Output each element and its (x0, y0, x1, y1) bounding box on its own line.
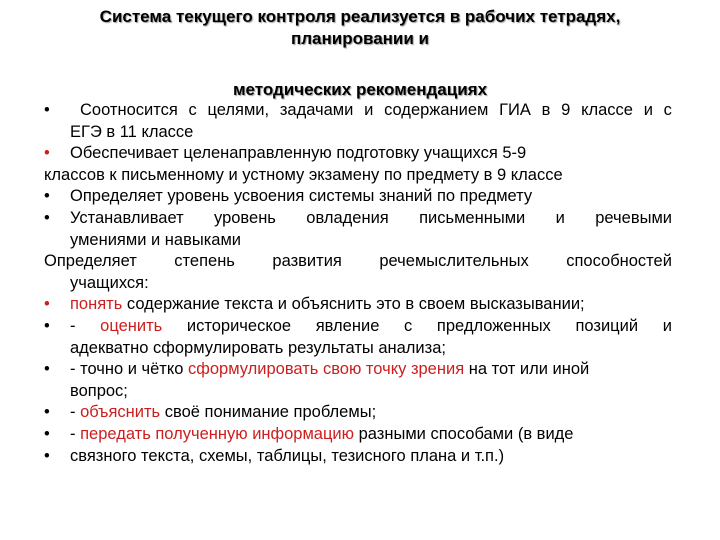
word: содержанием (384, 101, 489, 119)
list-item (44, 424, 672, 446)
word: Устанавливает (70, 208, 184, 227)
slide-title-line-2: планировании и (290, 29, 430, 48)
list-item (44, 208, 672, 230)
word: историческое (186, 316, 292, 335)
highlight-verb: передать полученную информацию (80, 424, 355, 443)
bullet-icon: • (44, 424, 50, 443)
bullet-icon: • (44, 446, 50, 465)
bullet-icon: • (44, 144, 50, 163)
word: развития (272, 252, 342, 271)
word: позиций (575, 316, 639, 335)
highlight-verb: оценить (100, 316, 163, 335)
word: и (364, 101, 374, 119)
item-3-line-1: Определяет уровень усвоения системы знаний по предмету (70, 187, 533, 206)
word: предложенных (436, 316, 551, 335)
word: задачами (279, 101, 354, 119)
word: Соотносится (80, 101, 178, 119)
word: и (555, 208, 565, 227)
bullet-list (44, 100, 672, 467)
item-1-line-2: ЕГЭ в 11 классе (70, 122, 194, 141)
highlight-verb: объяснить (80, 403, 161, 422)
word: уровень (214, 208, 276, 227)
word: овладения (306, 208, 389, 227)
list-item (44, 359, 672, 381)
word: степень (174, 252, 235, 271)
item-5-line-2: учащихся: (70, 273, 149, 292)
item-5-line-1 (44, 251, 672, 273)
item-7-line-2: адекватно сформулировать результаты анализа; (70, 338, 446, 357)
bullet-icon: • (44, 208, 50, 227)
word: ГИА (499, 101, 531, 119)
list-item (44, 100, 672, 122)
word: с (188, 101, 197, 119)
item-10-pre: - (70, 424, 81, 443)
bullet-icon: • (44, 316, 50, 335)
list-item (44, 294, 672, 316)
word: письменными (419, 208, 526, 227)
highlight-verb: понять (70, 295, 123, 314)
item-4-line-2: умениями и навыками (70, 230, 242, 249)
item-11-line-1: связного текста, схемы, таблицы, тезисного плана и т.п.) (70, 446, 505, 465)
word: речевыми (595, 208, 672, 227)
bullet-icon: • (44, 295, 50, 314)
word: с (404, 316, 413, 335)
list-item (44, 316, 672, 338)
word: с (663, 101, 672, 119)
item-2-line-1: Обеспечивает целенаправленную подготовку учащихся 5-9 (70, 144, 527, 163)
word: и (662, 316, 672, 335)
highlight-verb: сформулировать свою точку зрения (188, 360, 465, 379)
list-item (44, 446, 672, 468)
word: классе (581, 101, 633, 119)
item-8-post: на тот или иной (464, 360, 590, 379)
bullet-icon: • (44, 187, 50, 206)
word: явление (315, 316, 380, 335)
word: 9 (561, 101, 571, 119)
word: - (70, 316, 76, 335)
slide-title-line-1: Система текущего контроля реализуется в рабочих тетрадях, (99, 7, 621, 26)
item-4-line-1 (70, 208, 672, 230)
item-9-post: своё понимание проблемы; (160, 403, 377, 422)
bullet-icon: • (44, 403, 50, 422)
word: целями, (207, 101, 270, 119)
bullet-icon: • (44, 360, 50, 379)
list-item (44, 402, 672, 424)
item-10-post: разными способами (в виде (354, 424, 574, 443)
word: речемыслительных (379, 252, 529, 271)
word: способностей (566, 252, 672, 271)
word: Определяет (44, 252, 137, 271)
slide-title-line-3: методических рекомендациях (232, 80, 488, 99)
item-9-pre: - (70, 403, 81, 422)
item-2-line-2: классов к письменному и устному экзамену по предмету в 9 классе (44, 165, 563, 184)
item-8-line-2: вопрос; (70, 381, 128, 400)
word: в (541, 101, 551, 119)
word: и (643, 101, 653, 119)
list-item (44, 251, 672, 273)
item-6-text: содержание текста и объяснить это в своем высказывании; (122, 295, 585, 314)
item-7-line-1 (70, 316, 672, 338)
list-item (44, 186, 672, 208)
list-item (44, 143, 672, 165)
bullet-icon: • (44, 101, 50, 119)
item-1-line-1 (70, 100, 672, 122)
item-8-pre: - точно и чётко (70, 360, 189, 379)
